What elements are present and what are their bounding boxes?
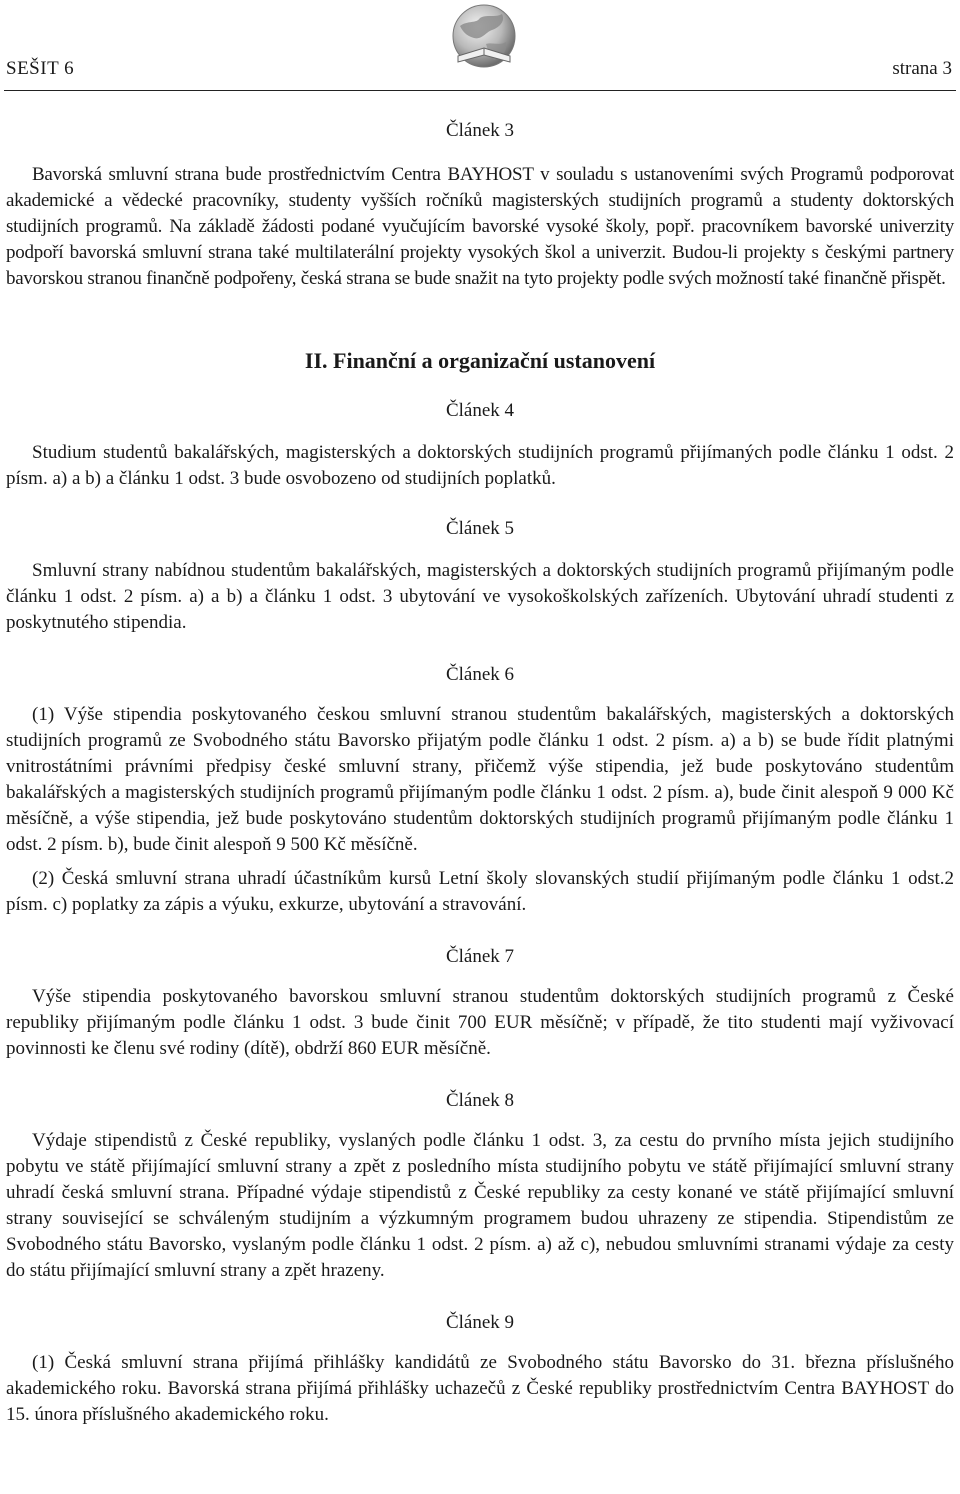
article-7-text: Výše stipendia poskytovaného bavorskou smluvní stranou studentům doktorských studijních programů z České republiky přijímaným podle článku 1 odst. 3 bude činit 700 EUR měsíčně; v případě, že tito studenti mají vyživovací povinnosti ke členu své rodiny (dítě), obdrží 860 EUR měsíčně. — [6, 986, 954, 1059]
article-6-heading: Článek 6 — [445, 664, 515, 685]
header-divider — [4, 90, 956, 91]
article-8-text: Výdaje stipendistů z České republiky, vyslaných podle článku 1 odst. 3, za cestu do prvního místa jejich studijního pobytu ve státě přijímající smluvní strany a zpět z posledního místa studijního pobytu ve státě přijímající smluvní strany uhradí česká smluvní strana. Případné výdaje stipendistů z České republiky za cesty konané ve státě přijímající smluvní strany související se schváleným studijním a výzkumným programem budou uhrazeny ze stipendia. Stipendistům ze Svobodného státu Bavorsko, vyslaným podle článku 1 odst. 2 písm. a) až c), nebudou smluvními stranami výdaje za cesty do státu přijímající smluvní strany a zpět hrazeny. — [6, 1130, 954, 1281]
article-3-text: Bavorská smluvní strana bude prostřednictvím Centra BAYHOST v souladu s ustanoveními svých Programů podporovat akademické a vědecké pracovníky, studenty vyšších ročníků magisterských studijních programů a studenty doktorských studijních programů. Na základě žádosti podané vyučujícím bavorské vysoké školy, popř. pracovníkem bavorské univerzity podpoří bavorská smluvní strana také multilaterální projekty vysokých škol a univerzit. Budou-li projekty s českými partnery bavorskou stranou finančně podpořeny, česká strana se bude snažit na tyto projekty podle svých možností také finančně přispět. — [6, 164, 954, 289]
article-6-paragraph-1: (1) Výše stipendia poskytovaného českou smluvní stranou studentům bakalářských, magisterských a doktorských studijních programů ze Svobodného státu Bavorsko přijatým podle článku 1 odst. 2 písm. a) a b) se bude řídit platnými vnitrostátními právními předpisy české smluvní strany, přičemž výše stipendia, jež bude poskytováno studentům bakalářských a magisterských studijních programů přijímaným podle článku 1 odst. 2 písm. a), bude činit alespoň 9 000 Kč měsíčně, a výše stipendia, jež bude poskytováno studentům doktorských studijních programů přijímaným podle článku 1 odst. 2 písm. b), bude činit alespoň 9 500 Kč měsíčně. — [6, 704, 954, 855]
article-8-heading: Článek 8 — [445, 1090, 515, 1111]
article-9-text: (1) Česká smluvní strana přijímá přihlášky kandidátů ze Svobodného státu Bavorsko do 31. března příslušného akademického roku. Bavorská strana přijímá přihlášky uchazečů z České republiky prostřednictvím Centra BAYHOST do 15. února příslušného akademického roku. — [6, 1352, 954, 1425]
article-6-paragraph-2: (2) Česká smluvní strana uhradí účastníkům kursů Letní školy slovanských studií přijímaným podle článku 1 odst.2 písm. c) poplatky za zápis a výuku, exkurze, ubytování a stravování. — [6, 868, 954, 915]
article-9-heading: Článek 9 — [445, 1312, 515, 1333]
globe-book-logo-icon — [446, 0, 522, 76]
article-5-text: Smluvní strany nabídnou studentům bakalářských, magisterských a doktorských studijních programů přijímaným podle článku 1 odst. 2 písm. a) a b) a článku 1 odst. 3 ubytování ve vysokoškolských zařízeních. Ubytování uhradí studenti z poskytnutého stipendia. — [6, 560, 954, 633]
article-4-heading: Článek 4 — [445, 400, 515, 421]
section-2-heading: II. Finanční a organizační ustanovení — [304, 348, 656, 373]
booklet-label: SEŠIT 6 — [6, 58, 75, 79]
article-3-heading: Článek 3 — [445, 120, 515, 141]
page-number: strana 3 — [892, 58, 952, 79]
page-header — [0, 0, 960, 100]
article-7-heading: Článek 7 — [445, 946, 515, 967]
document-body — [6, 112, 954, 1428]
article-4-text: Studium studentů bakalářských, magisterských a doktorských studijních programů přijímaných podle článku 1 odst. 2 písm. a) a b) a článku 1 odst. 3 bude osvobozeno od studijních poplatků. — [6, 442, 954, 489]
article-5-heading: Článek 5 — [445, 518, 515, 539]
